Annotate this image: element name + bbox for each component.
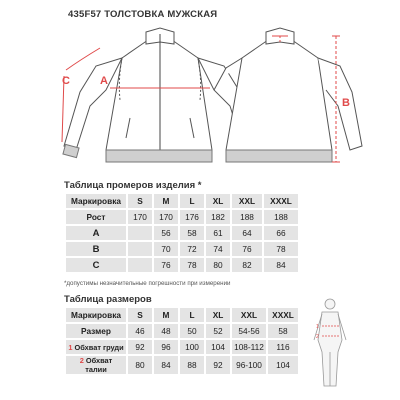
table-cell: 92 — [206, 356, 230, 374]
table-cell: 70 — [154, 242, 178, 256]
table-cell: 76 — [232, 242, 262, 256]
table-cell: 170 — [154, 210, 178, 224]
table-cell: 46 — [128, 324, 152, 338]
label-a: A — [100, 75, 108, 87]
header-cell: Маркировка — [66, 194, 126, 208]
product-title: 435F57 ТОЛСТОВКА МУЖСКАЯ — [68, 9, 218, 20]
table-cell: 64 — [232, 226, 262, 240]
back-waistband — [226, 150, 332, 162]
header-cell: M — [154, 308, 178, 322]
size-table-title: Таблица размеров — [64, 294, 152, 305]
table-cell: 72 — [180, 242, 204, 256]
label-c: C — [62, 75, 70, 87]
table-cell: 61 — [206, 226, 230, 240]
table-cell: 188 — [232, 210, 262, 224]
table-cell: 182 — [206, 210, 230, 224]
table-cell: 108-112 — [232, 340, 266, 354]
row-label: B — [66, 242, 126, 256]
row-number: 2 — [79, 356, 84, 365]
table-cell: 96-100 — [232, 356, 266, 374]
svg-text:1: 1 — [316, 324, 319, 330]
table-row — [66, 242, 298, 256]
table-cell: 92 — [128, 340, 152, 354]
table-cell — [128, 258, 152, 272]
table-cell: 104 — [206, 340, 230, 354]
header-cell: M — [154, 194, 178, 208]
header-cell: XXXL — [268, 308, 298, 322]
header-cell: Маркировка — [66, 308, 126, 322]
header-cell: S — [128, 194, 152, 208]
table-header-row — [66, 308, 298, 322]
header-cell: XXL — [232, 308, 266, 322]
header-cell: XXXL — [264, 194, 298, 208]
table-cell: 50 — [180, 324, 204, 338]
table-header-row — [66, 194, 298, 208]
row-label: Размер — [66, 324, 126, 338]
row-number: 1 — [68, 342, 73, 352]
label-b: B — [342, 97, 350, 109]
table-cell — [128, 242, 152, 256]
row-label: C — [66, 258, 126, 272]
table-row — [66, 258, 298, 272]
table-row — [66, 340, 298, 354]
header-cell: L — [180, 194, 204, 208]
size-table — [64, 306, 300, 376]
table-cell: 188 — [264, 210, 298, 224]
table-cell: 80 — [128, 356, 152, 374]
table-cell: 56 — [154, 226, 178, 240]
header-cell: L — [180, 308, 204, 322]
header-cell: S — [128, 308, 152, 322]
table-cell: 116 — [268, 340, 298, 354]
table-cell: 54-56 — [232, 324, 266, 338]
table-cell: 58 — [268, 324, 298, 338]
svg-text:2: 2 — [316, 334, 319, 340]
table-row — [66, 356, 298, 374]
table-cell: 176 — [180, 210, 204, 224]
table-cell: 52 — [206, 324, 230, 338]
table-row — [66, 210, 298, 224]
table-cell: 48 — [154, 324, 178, 338]
jacket-front — [64, 28, 256, 150]
table-cell: 66 — [264, 226, 298, 240]
header-cell: XL — [206, 308, 230, 322]
table-cell: 58 — [180, 226, 204, 240]
measurement-note: *допустимы незначительные погрешности при измерении — [64, 280, 231, 287]
table-cell: 96 — [154, 340, 178, 354]
row-label: 2 Обхват талии — [66, 356, 126, 374]
row-label: Рост — [66, 210, 126, 224]
table-cell: 104 — [268, 356, 298, 374]
header-cell: XXL — [232, 194, 262, 208]
measure-table-title: Таблица промеров изделия * — [64, 180, 202, 191]
table-cell: 76 — [154, 258, 178, 272]
table-cell — [128, 226, 152, 240]
table-cell: 82 — [232, 258, 262, 272]
jacket-back — [214, 28, 362, 150]
body-silhouette-icon — [314, 299, 346, 386]
table-cell: 170 — [128, 210, 152, 224]
row-label: A — [66, 226, 126, 240]
table-cell: 74 — [206, 242, 230, 256]
table-cell: 80 — [206, 258, 230, 272]
table-cell: 84 — [264, 258, 298, 272]
measure-table — [64, 192, 300, 274]
row-label: 1 Обхват груди — [66, 340, 126, 354]
header-cell: XL — [206, 194, 230, 208]
table-cell: 88 — [180, 356, 204, 374]
table-cell: 100 — [180, 340, 204, 354]
table-row — [66, 226, 298, 240]
table-cell: 78 — [264, 242, 298, 256]
table-cell: 84 — [154, 356, 178, 374]
table-cell: 78 — [180, 258, 204, 272]
table-row — [66, 324, 298, 338]
